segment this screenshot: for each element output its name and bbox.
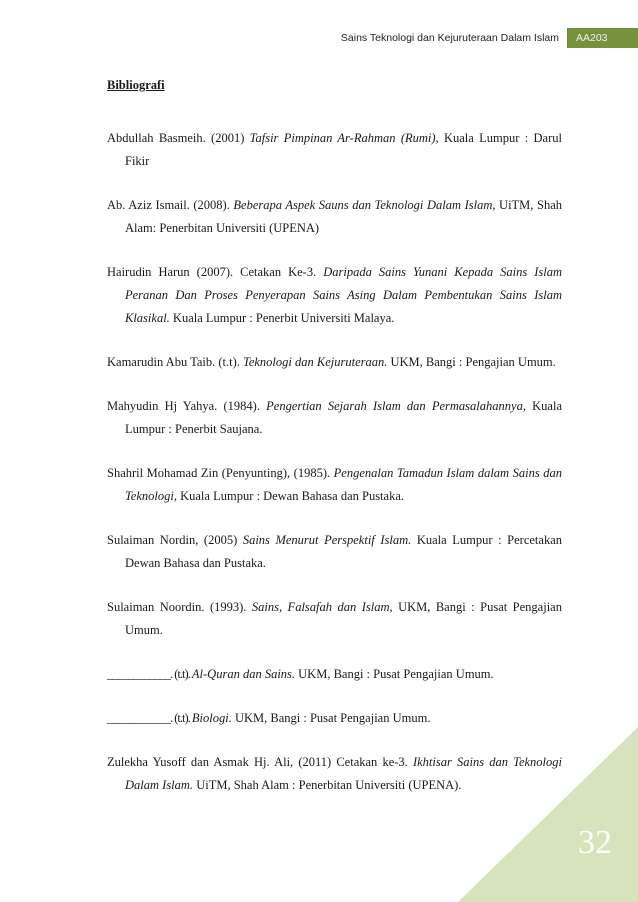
bibliography-entry: ____________. (t.t). Al-Quran dan Sains. UKM, Bangi : Pusat Pengajian Umum. xyxy=(107,667,494,681)
page-number: 32 xyxy=(578,824,612,861)
section-heading: Bibliografi xyxy=(107,78,165,92)
bibliography-entry: Sulaiman Noordin. (1993). Sains, Falsafah dan Islam, UKM, Bangi : Pusat Pengajian Umum. xyxy=(107,600,562,637)
bibliography-entry: Kamarudin Abu Taib. (t.t). Teknologi dan Kejuruteraan. UKM, Bangi : Pengajian Umum. xyxy=(107,355,556,369)
bibliography-entry: Ab. Aziz Ismail. (2008). Beberapa Aspek Sauns dan Teknologi Dalam Islam, UiTM, Shah Alam: Penerbitan Universiti (UPENA) xyxy=(107,198,562,235)
corner-triangle xyxy=(458,727,638,902)
bibliography-entry: Sulaiman Nordin, (2005) Sains Menurut Perspektif Islam. Kuala Lumpur : Percetakan Dewan Bahasa dan Pustaka. xyxy=(107,533,562,570)
bibliography-entry: Mahyudin Hj Yahya. (1984). Pengertian Sejarah Islam dan Permasalahannya, Kuala Lumpur : Penerbit Saujana. xyxy=(107,399,562,436)
page-header xyxy=(341,28,638,48)
corner-decoration xyxy=(458,727,638,902)
bibliography-entry: Zulekha Yusoff dan Asmak Hj. Ali, (2011) Cetakan ke-3. Ikhtisar Sains dan Teknologi Dalam Islam. UiTM, Shah Alam : Penerbitan Universiti (UPENA). xyxy=(107,755,562,792)
bibliography-entry: Shahril Mohamad Zin (Penyunting), (1985). Pengenalan Tamadun Islam dalam Sains dan Teknologi, Kuala Lumpur : Dewan Bahasa dan Pustaka. xyxy=(107,466,562,503)
bibliography-entry: ____________. (t.t). Biologi. UKM, Bangi : Pusat Pengajian Umum. xyxy=(107,711,431,725)
header-course-code: AA203 xyxy=(568,28,638,48)
bibliography-entry: Abdullah Basmeih. (2001) Tafsir Pimpinan Ar-Rahman (Rumi), Kuala Lumpur : Darul Fikir xyxy=(107,131,562,168)
header-title: Sains Teknologi dan Kejuruteraan Dalam Islam xyxy=(341,28,568,48)
bibliography-entry: Hairudin Harun (2007). Cetakan Ke-3. Daripada Sains Yunani Kepada Sains Islam Peranan Dan Proses Penyerapan Sains Asing Dalam Pembentukan Sains Islam Klasikal. Kuala Lumpur : Penerbit Universiti Malaya. xyxy=(107,265,562,325)
bibliography-section xyxy=(107,62,562,797)
